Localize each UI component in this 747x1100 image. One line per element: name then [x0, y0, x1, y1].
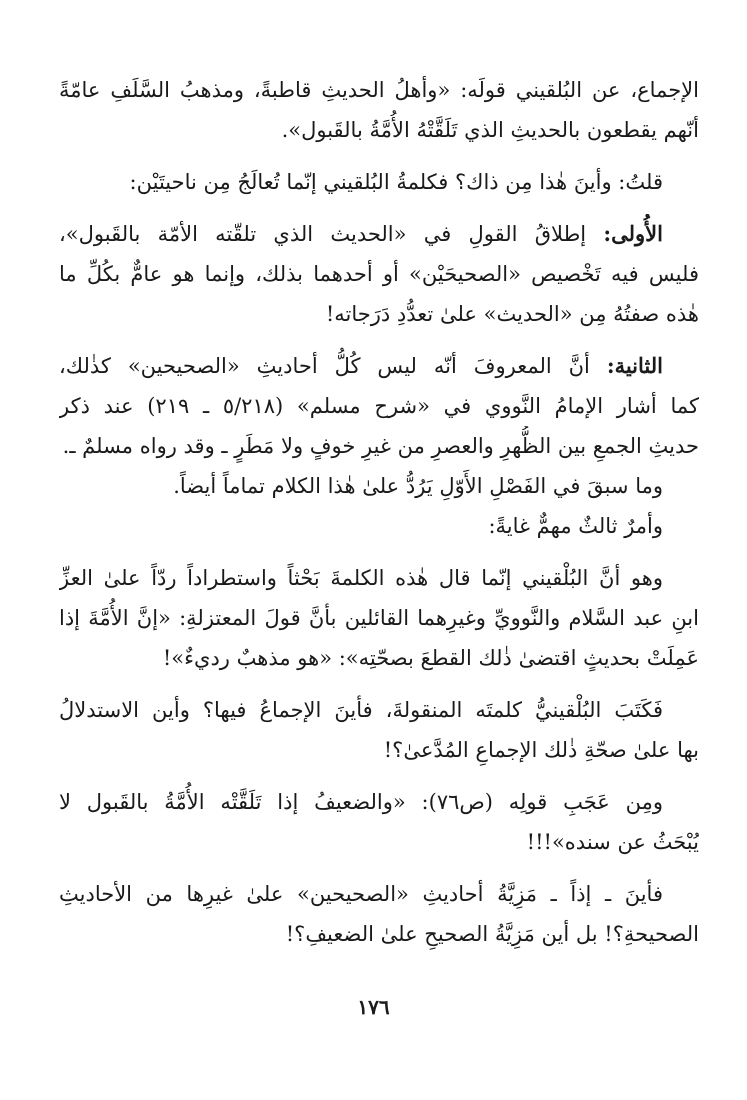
paragraph-where-ijma — [59, 690, 699, 770]
paragraph-second-point — [59, 346, 699, 466]
text-line: حديثِ الجمعِ بين الظُّهرِ والعصرِ من غيرِ خوفٍ ولا مَطَرٍ ـ وقد رواه مسلمٌ ـ. — [62, 434, 699, 458]
text-line: بها علىٰ صحّةِ ذٰلك الإجماعِ المُدَّعىٰ؟! — [383, 738, 699, 762]
text-line: قلتُ: وأينَ هٰذا مِن ذاك؟ فكلمةُ البُلقيني إنّما تُعالَجُ مِن ناحيتَيْن: — [129, 170, 663, 194]
paragraph-ijma-quote — [59, 70, 699, 150]
page-body — [59, 70, 699, 954]
paragraph-merit-question — [59, 874, 699, 954]
text-line: الصحيحةِ؟! بل أين مَزِيَّةُ الصحيحِ علىٰ الضعيفِ؟! — [285, 922, 699, 946]
text-line: عَمِلَتْ بحديثٍ اقتضىٰ ذٰلك القطعَ بصحّتِه»: «هو مذهبٌ رديءٌ»! — [162, 646, 699, 670]
text-line: وما سبقَ في الفَصْلِ الأَوّلِ يَرُدُّ علىٰ هٰذا الكلام تماماً أيضاً. — [173, 474, 663, 498]
paragraph-weak-hadith — [59, 782, 699, 862]
text-line — [59, 214, 699, 254]
lead-label-first: الأُولى: — [603, 221, 663, 246]
text-line: فَكَتَبَ البُلْقينيُّ كلمتَه المنقولةَ، فأينَ الإجماعُ فيها؟ وأين الاستدلالُ — [59, 698, 663, 722]
text-line: فأينَ ـ إذاً ـ مَزِيَّةُ أحاديثِ «الصحيحين» علىٰ غيرِها من الأحاديثِ — [59, 882, 663, 906]
text-line: ومِن عَجَبِ قولِه (ص٧٦): «والضعيفُ إذا تَلَقَّتْه الأُمَّةُ بالقَبول لا — [59, 790, 664, 814]
text-line: الإجماع، عن البُلقيني قولَه: «وأهلُ الحديثِ قاطبةً، ومذهبُ السَّلَفِ عامّةً — [59, 78, 699, 102]
text-line: هٰذه صفتُهُ مِن «الحديث» علىٰ تعدُّدِ دَرَجاته! — [325, 302, 699, 326]
text-line: أنّهم يقطعون بالحديثِ الذي تَلَقَّتْهُ الأُمَّةُ بالقَبول». — [281, 118, 699, 142]
paragraph-first-point — [59, 214, 699, 334]
paragraph-third-matter — [59, 506, 699, 546]
page-number: ١٧٦ — [357, 995, 390, 1019]
text-line: وأمرٌ ثالثٌ مهمٌّ غايةً: — [488, 514, 663, 538]
paragraph-qultu — [59, 162, 699, 202]
lead-label-second: الثانية: — [606, 353, 663, 378]
text-line: ابنِ عبد السَّلام والنَّوويِّ وغيرِهما القائلين بأنَّ قولَ المعتزلةِ: «إنَّ الأُمَّةَ إذا — [59, 606, 699, 630]
text-line: وهو أنَّ البُلْقيني إنّما قال هٰذه الكلمةَ بَحْثاً واستطراداً ردّاً علىٰ العزِّ — [59, 566, 663, 590]
text-line — [59, 346, 699, 386]
text-line-segment: إطلاقُ القولِ في «الحديث الذي تلقّته الأمّة بالقَبول»، — [59, 222, 587, 246]
text-line-segment: أنَّ المعروفَ أنّه ليس كُلُّ أحاديثِ «الصحيحين» كذٰلك، — [59, 354, 590, 378]
text-line: كما أشار الإمامُ النَّووي في «شرح مسلم» (٥/٢١٨ ـ ٢١٩) عند ذكر — [59, 394, 699, 418]
paragraph-bulqini-discussion — [59, 558, 699, 678]
text-line: يُبْحَثُ عن سنده»!!! — [526, 830, 699, 854]
text-line: فليس فيه تَخْصيص «الصحيحَيْن» أو أحدهما بذلك، وإنما هو عامٌّ بكُلِّ ما — [59, 262, 699, 286]
paragraph-previous-chapter — [59, 466, 699, 506]
